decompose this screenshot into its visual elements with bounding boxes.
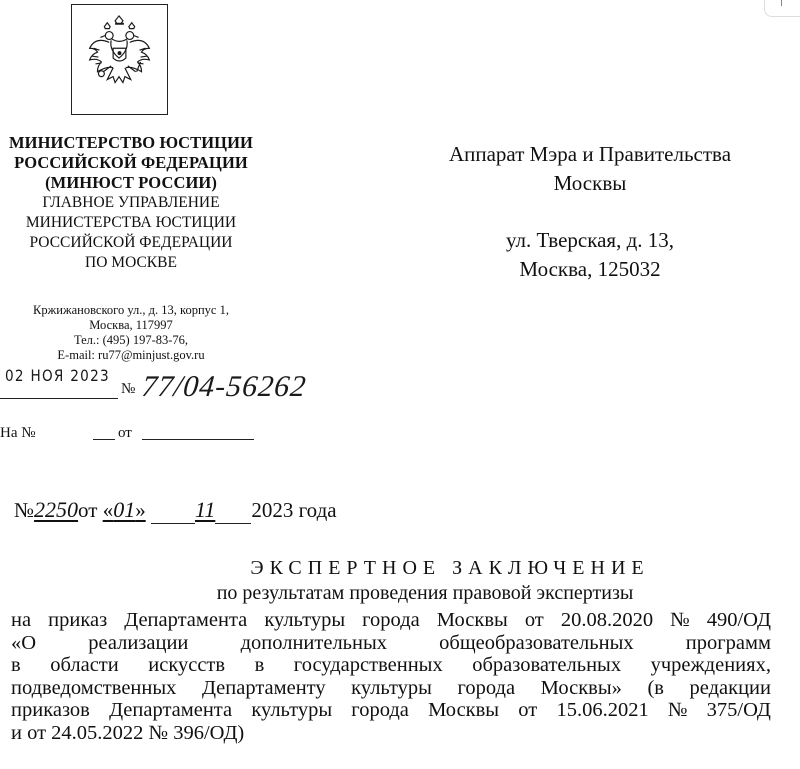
body-word: от: [518, 699, 538, 721]
body-word: учреждениях,: [650, 654, 771, 676]
body-word: в: [11, 654, 21, 676]
body-word: образовательных: [472, 654, 622, 676]
issuer-line: МИНИСТЕРСТВА ЮСТИЦИИ: [25, 214, 237, 231]
conclusion-from-label: от: [78, 498, 98, 522]
document-subtitle: по результатам проведения правовой экспертизы: [216, 582, 634, 604]
body-word: дополнительных: [240, 631, 388, 654]
reference-label: На №: [0, 425, 36, 441]
issuer-line: (МИНЮСТ РОССИИ): [45, 173, 217, 192]
body-word: Москвы: [436, 609, 508, 631]
body-word: 20.08.2020: [560, 609, 654, 631]
body-word: Департаменту: [201, 676, 326, 699]
body-word: 490/ОД: [706, 609, 771, 631]
body-line: [11, 609, 771, 632]
addressee-line: ул. Тверская, д. 13,: [505, 228, 675, 252]
corner-tab-icon: [764, 0, 800, 17]
conclusion-quote-close: »: [135, 498, 146, 522]
body-word: (в: [647, 676, 664, 699]
registration-date-underline: [0, 398, 118, 399]
body-line-last: и от 24.05.2022 № 396/ОД): [11, 721, 245, 744]
issuer-line: РОССИЙСКОЙ ФЕДЕРАЦИИ: [14, 153, 248, 172]
body-word: на: [11, 609, 32, 631]
conclusion-year: 2023 года: [251, 498, 337, 522]
body-word: искусств: [148, 654, 226, 676]
body-word: культуры: [251, 699, 333, 721]
body-line: [11, 699, 771, 722]
body-line: [11, 632, 771, 655]
body-word: Москвы: [428, 699, 500, 721]
addressee-line: Аппарат Мэра и Правительства: [448, 142, 732, 166]
document-title: ЭКСПЕРТНОЕ ЗАКЛЮЧЕНИЕ: [250, 557, 650, 579]
conclusion-number-sign: №: [14, 498, 35, 522]
conclusion-day: 01: [113, 497, 136, 522]
conclusion-number-line: [14, 497, 337, 524]
body-word: Департамента: [124, 609, 248, 631]
body-word: 375/ОД: [706, 699, 771, 721]
conclusion-quote-open: «: [102, 498, 114, 522]
issuer-block: [0, 133, 262, 273]
issuer-line: ГЛАВНОЕ УПРАВЛЕНИЕ: [42, 194, 220, 211]
body-word: города: [351, 699, 409, 721]
contact-phone: Тел.: (495) 197-83-76,: [73, 333, 189, 347]
reference-number-line: [93, 439, 115, 440]
body-paragraph: [11, 609, 771, 744]
conclusion-month: 11: [194, 497, 216, 522]
state-emblem-icon: [71, 4, 168, 115]
contact-address: Кржижановского ул., д. 13, корпус 1,: [33, 303, 229, 317]
body-word: государственных: [293, 654, 443, 676]
body-word: №: [670, 609, 690, 631]
body-word: культуры: [264, 609, 346, 631]
body-word: культуры: [351, 676, 432, 699]
body-word: №: [667, 699, 688, 721]
body-word: приказов: [11, 699, 90, 721]
conclusion-number: 2250: [34, 497, 79, 522]
contact-block: [0, 303, 262, 363]
body-word: реализации: [88, 631, 189, 654]
addressee-line: Москвы: [553, 171, 627, 195]
body-word: «О: [11, 631, 37, 654]
contact-email: E-mail: ru77@minjust.gov.ru: [57, 348, 205, 362]
contact-city: Москва, 117997: [89, 318, 173, 332]
body-word: программ: [685, 631, 771, 654]
body-word: города: [457, 676, 516, 699]
body-word: в: [254, 654, 265, 676]
reference-from-label: от: [118, 425, 132, 441]
body-word: Москвы»: [540, 676, 622, 699]
addressee-block: [400, 140, 780, 284]
body-word: редакции: [689, 676, 771, 699]
issuer-line: МИНИСТЕРСТВО ЮСТИЦИИ: [8, 133, 253, 152]
body-word: общеобразовательных: [439, 631, 634, 654]
body-word: Департамента: [109, 699, 233, 721]
registration-stamp-date: 02 НОЯ 2023: [5, 366, 110, 385]
issuer-line: ПО МОСКВЕ: [85, 254, 177, 271]
addressee-line: Москва, 125032: [519, 257, 661, 281]
body-word: города: [362, 609, 420, 631]
reference-date-line: [142, 439, 254, 440]
body-line: [11, 677, 771, 700]
body-word: подведомственных: [11, 676, 177, 699]
body-line: [11, 654, 771, 677]
registration-number-label: №: [121, 381, 136, 397]
issuer-line: РОССИЙСКОЙ ФЕДЕРАЦИИ: [29, 234, 233, 251]
body-word: 15.06.2021: [556, 699, 649, 721]
body-word: области: [50, 654, 119, 676]
body-word: приказ: [48, 609, 108, 631]
body-word: от: [524, 609, 544, 631]
registration-number: 77/04-56262: [140, 370, 309, 403]
